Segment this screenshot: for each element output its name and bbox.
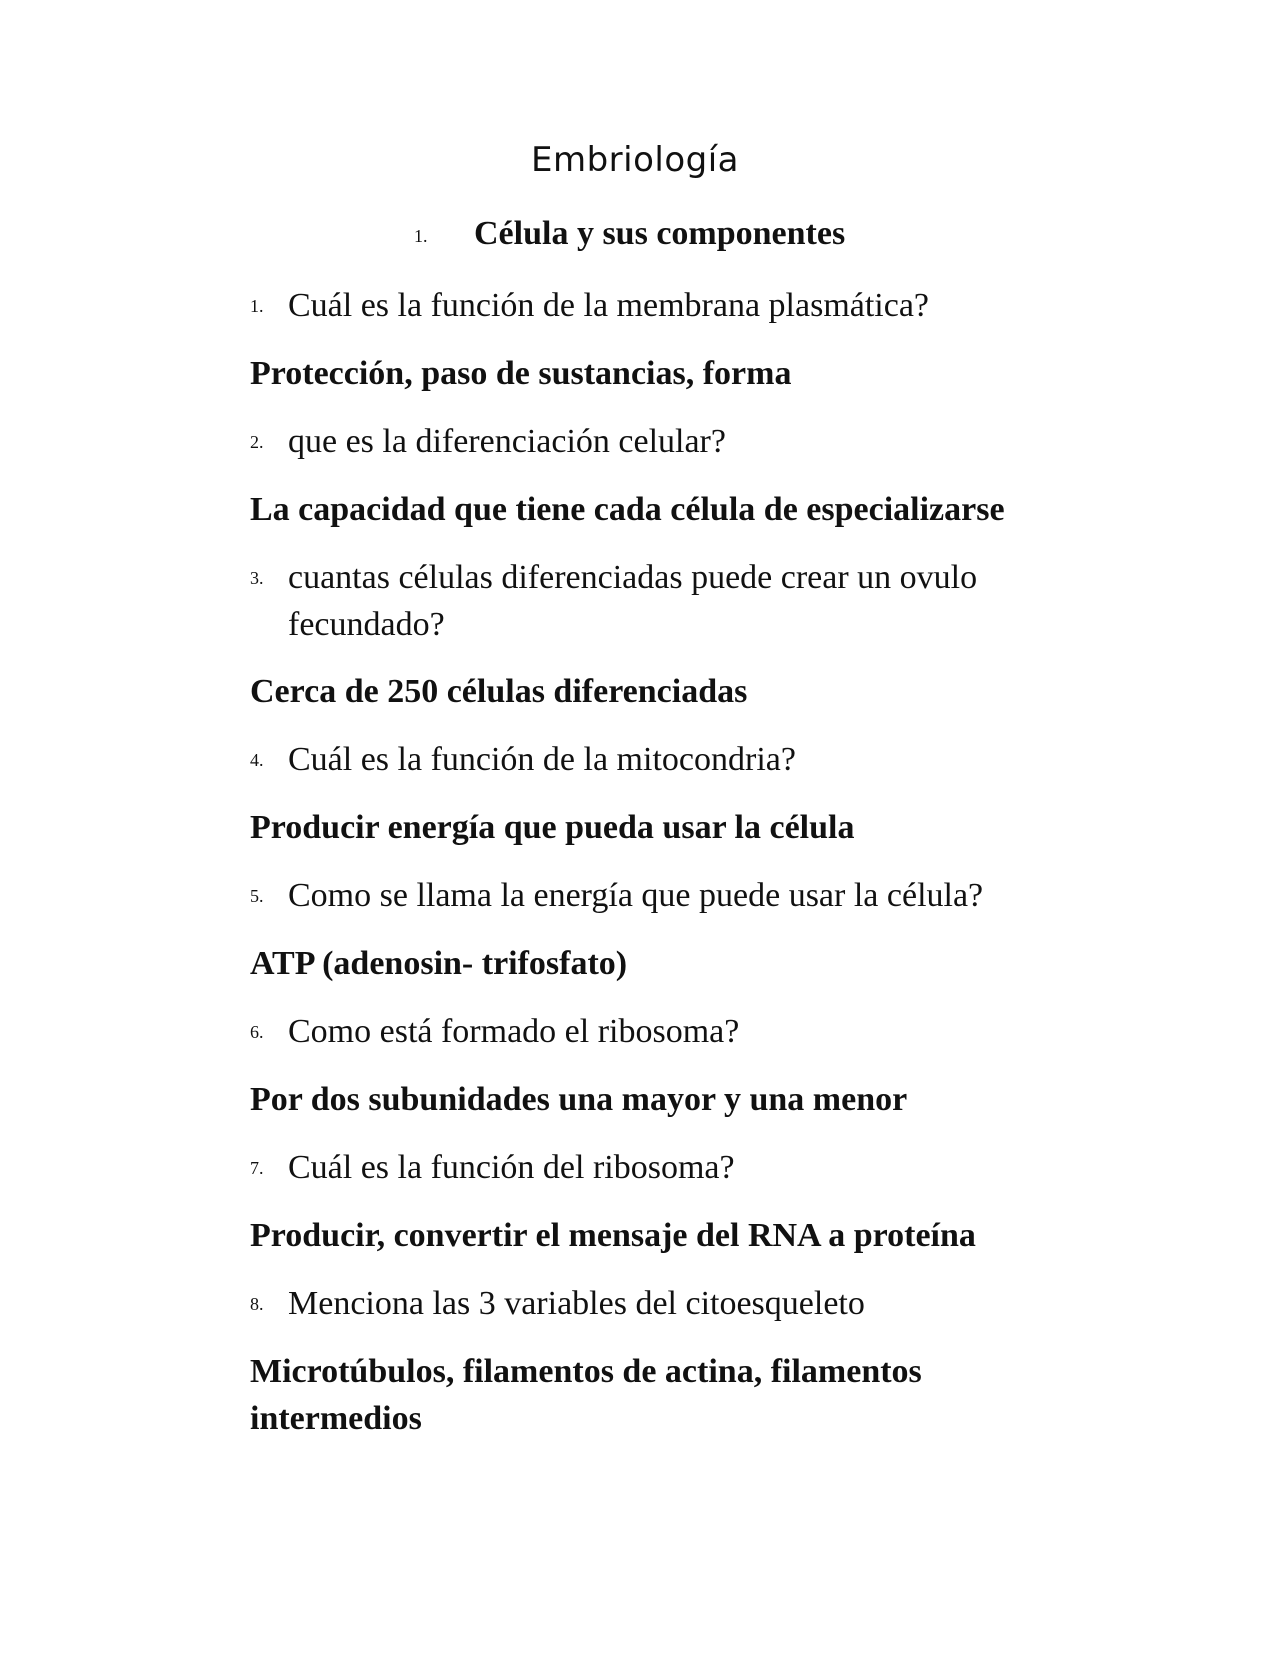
- question-text: Como se llama la energía que puede usar la célula?: [288, 877, 984, 914]
- question-number: 3.: [250, 568, 264, 588]
- question-text: Cuál es la función de la membrana plasmática?: [288, 287, 930, 324]
- question-text: cuantas células diferenciadas puede crear un ovulo fecundado?: [288, 559, 978, 643]
- question-number: 1.: [250, 296, 264, 316]
- answer-text: Cerca de 250 células diferenciadas: [250, 673, 748, 710]
- answer-text: Producir energía que pueda usar la célula: [250, 809, 855, 846]
- question-number: 2.: [250, 432, 264, 452]
- question-number: 4.: [250, 750, 264, 770]
- answer-text: Protección, paso de sustancias, forma: [250, 355, 792, 392]
- question-number: 5.: [250, 886, 264, 906]
- question-text: Como está formado el ribosoma?: [288, 1013, 740, 1050]
- question-number: 6.: [250, 1022, 264, 1042]
- document-title: Embriología: [530, 140, 740, 180]
- question-number: 7.: [250, 1158, 264, 1178]
- question-number: 8.: [250, 1294, 264, 1314]
- answer-text: Producir, convertir el mensaje del RNA a proteína: [250, 1217, 976, 1254]
- answer-text: Microtúbulos, filamentos de actina, filamentos intermedios: [250, 1353, 922, 1437]
- answer-text: Por dos subunidades una mayor y una menor: [250, 1081, 908, 1118]
- section-number: 1.: [414, 226, 428, 246]
- question-text: Cuál es la función del ribosoma?: [288, 1149, 735, 1186]
- question-text: Cuál es la función de la mitocondria?: [288, 741, 796, 778]
- question-text: Menciona las 3 variables del citoesqueleto: [288, 1285, 865, 1322]
- section-title: Célula y sus componentes: [474, 215, 846, 252]
- answer-text: La capacidad que tiene cada célula de especializarse: [250, 491, 1005, 528]
- question-text: que es la diferenciación celular?: [288, 423, 726, 460]
- answer-text: ATP (adenosin- trifosfato): [250, 945, 628, 982]
